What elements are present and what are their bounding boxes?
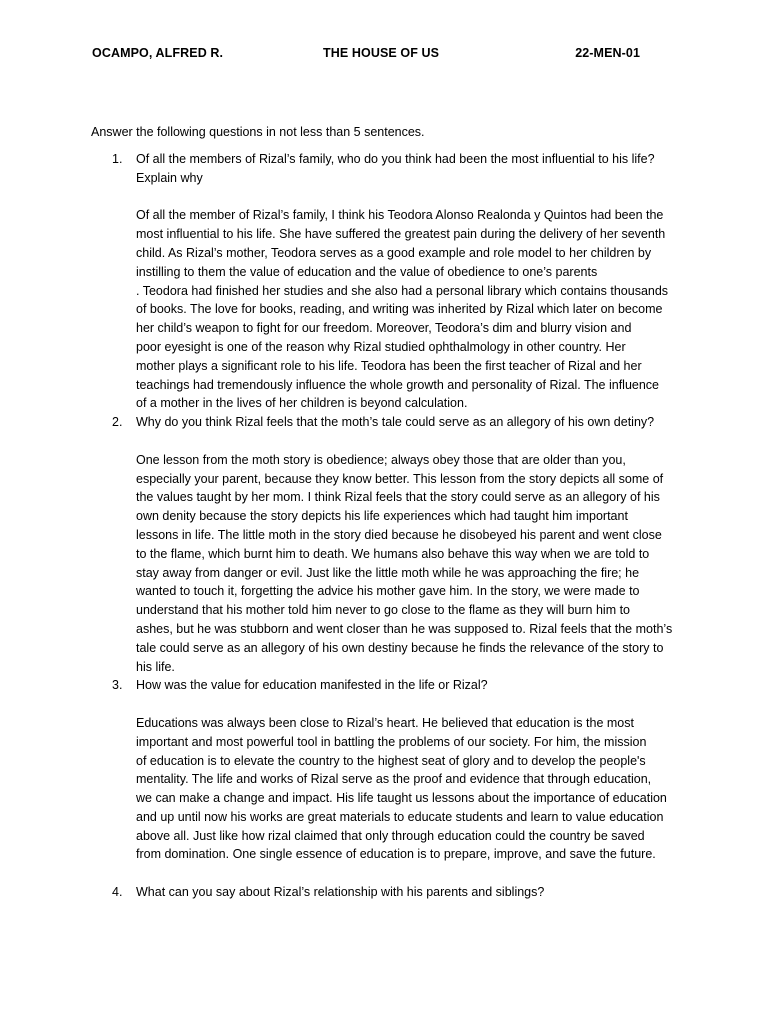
answer-line: understand that his mother told him never to go close to the flame as they will burn him to <box>136 603 631 618</box>
answer-line: stay away from danger or evil. Just like the little moth while he was approaching the fire; he <box>136 565 640 580</box>
answer-line: to the flame, which burnt him to death. We humans also behave this way when we are told to <box>136 546 650 561</box>
answer-line: the values taught by her mom. I think Rizal feels that the story could serve as an allegory of his <box>136 490 660 505</box>
answer-line: of education is to elevate the country to the highest seat of glory and to develop the people's <box>136 753 646 768</box>
blank-line <box>136 864 692 883</box>
answer-line: especially your parent, because they know better. This lesson from the story depicts all some of <box>136 471 664 486</box>
answer-line: lessons in life. The little moth in the story died because he disobeyed his parent and went close <box>136 527 662 542</box>
answer-paragraph <box>136 451 692 677</box>
question-text <box>136 883 692 902</box>
question-item <box>112 413 692 676</box>
answer-line: Educations was always been close to Rizal’s heart. He believed that education is the most <box>136 715 634 730</box>
answer-paragraph <box>136 206 692 413</box>
question-line: Of all the members of Rizal’s family, who do you think had been the most influential to his life? <box>136 152 655 166</box>
document-header <box>92 46 640 66</box>
question-text <box>136 150 692 188</box>
question-number: 2. <box>112 415 123 430</box>
answer-paragraph <box>136 714 692 864</box>
answer-line: above all. Just like how rizal claimed that only through education could the country be saved <box>136 828 645 843</box>
answer-line: One lesson from the moth story is obedience; always obey those that are older than you, <box>136 452 626 467</box>
answer-line: mother plays a significant role to his life. Teodora has been the first teacher of Rizal and her <box>136 358 642 373</box>
answer-line: poor eyesight is one of the reason why Rizal studied ophthalmology in other country. Her <box>136 339 626 354</box>
student-name: OCAMPO, ALFRED R. <box>92 46 224 60</box>
answer-line: child. As Rizal’s mother, Teodora serves as a good example and role model to her children by <box>136 245 652 260</box>
question-line: Why do you think Rizal feels that the moth’s tale could serve as an allegory of his own detiny? <box>136 415 655 430</box>
question-list <box>112 150 692 902</box>
answer-line: ashes, but he was stubborn and went closer than he was supposed to. Rizal feels that the moth’s <box>136 621 673 636</box>
answer-line: important and most powerful tool in battling the problems of our society. For him, the mission <box>136 734 647 749</box>
answer-line: of a mother in the lives of her children is beyond calculation. <box>136 396 468 411</box>
answer-line: wanted to touch it, forgetting the advice his mother gave him. In the story, we were made to <box>136 584 640 599</box>
question-text <box>136 676 692 695</box>
document-title: THE HOUSE OF US <box>323 46 440 60</box>
question-text <box>136 413 692 432</box>
answer-line: Of all the member of Rizal’s family, I think his Teodora Alonso Realonda y Quintos had been the <box>136 208 664 223</box>
answer-line: tale could serve as an allegory of his own destiny because he finds the relevance of the story to <box>136 640 664 655</box>
instructions: Answer the following questions in not less than 5 sentences. <box>91 125 425 139</box>
answer-line: his life. <box>136 659 175 674</box>
question-item <box>112 676 692 864</box>
answer-line: . Teodora had finished her studies and she also had a personal library which contains thousands <box>136 283 669 298</box>
section-code: 22-MEN-01 <box>575 46 640 60</box>
question-line: What can you say about Rizal’s relationship with his parents and siblings? <box>136 885 545 900</box>
answer-line: of books. The love for books, reading, and writing was inherited by Rizal which later on become <box>136 302 663 317</box>
question-item <box>112 883 692 902</box>
question-line: Explain why <box>136 170 203 185</box>
question-item <box>112 150 692 413</box>
answer-line: from domination. One single essence of education is to prepare, improve, and save the future. <box>136 847 656 862</box>
answer-line: most influential to his life. She have suffered the greatest pain during the delivery of her seventh <box>136 227 666 242</box>
answer-line: we can make a change and impact. His life taught us lessons about the importance of education <box>136 791 667 806</box>
answer-line: mentality. The life and works of Rizal serve as the proof and evidence that through education, <box>136 772 652 787</box>
answer-line: and up until now his works are great materials to educate students and learn to value education <box>136 809 664 824</box>
question-number: 1. <box>112 152 123 166</box>
question-number: 4. <box>112 885 123 900</box>
answer-line: instilling to them the value of education and the value of obedience to one’s parents <box>136 264 598 279</box>
question-line: How was the value for education manifested in the life or Rizal? <box>136 678 488 693</box>
answer-line: teachings had tremendously influence the whole growth and personality of Rizal. The influence <box>136 377 660 392</box>
answer-line: own denity because the story depicts his life experiences which had taught him important <box>136 509 628 524</box>
answer-line: her child’s weapon to fight for our freedom. Moreover, Teodora’s dim and blurry vision and <box>136 321 632 336</box>
question-number: 3. <box>112 678 123 693</box>
